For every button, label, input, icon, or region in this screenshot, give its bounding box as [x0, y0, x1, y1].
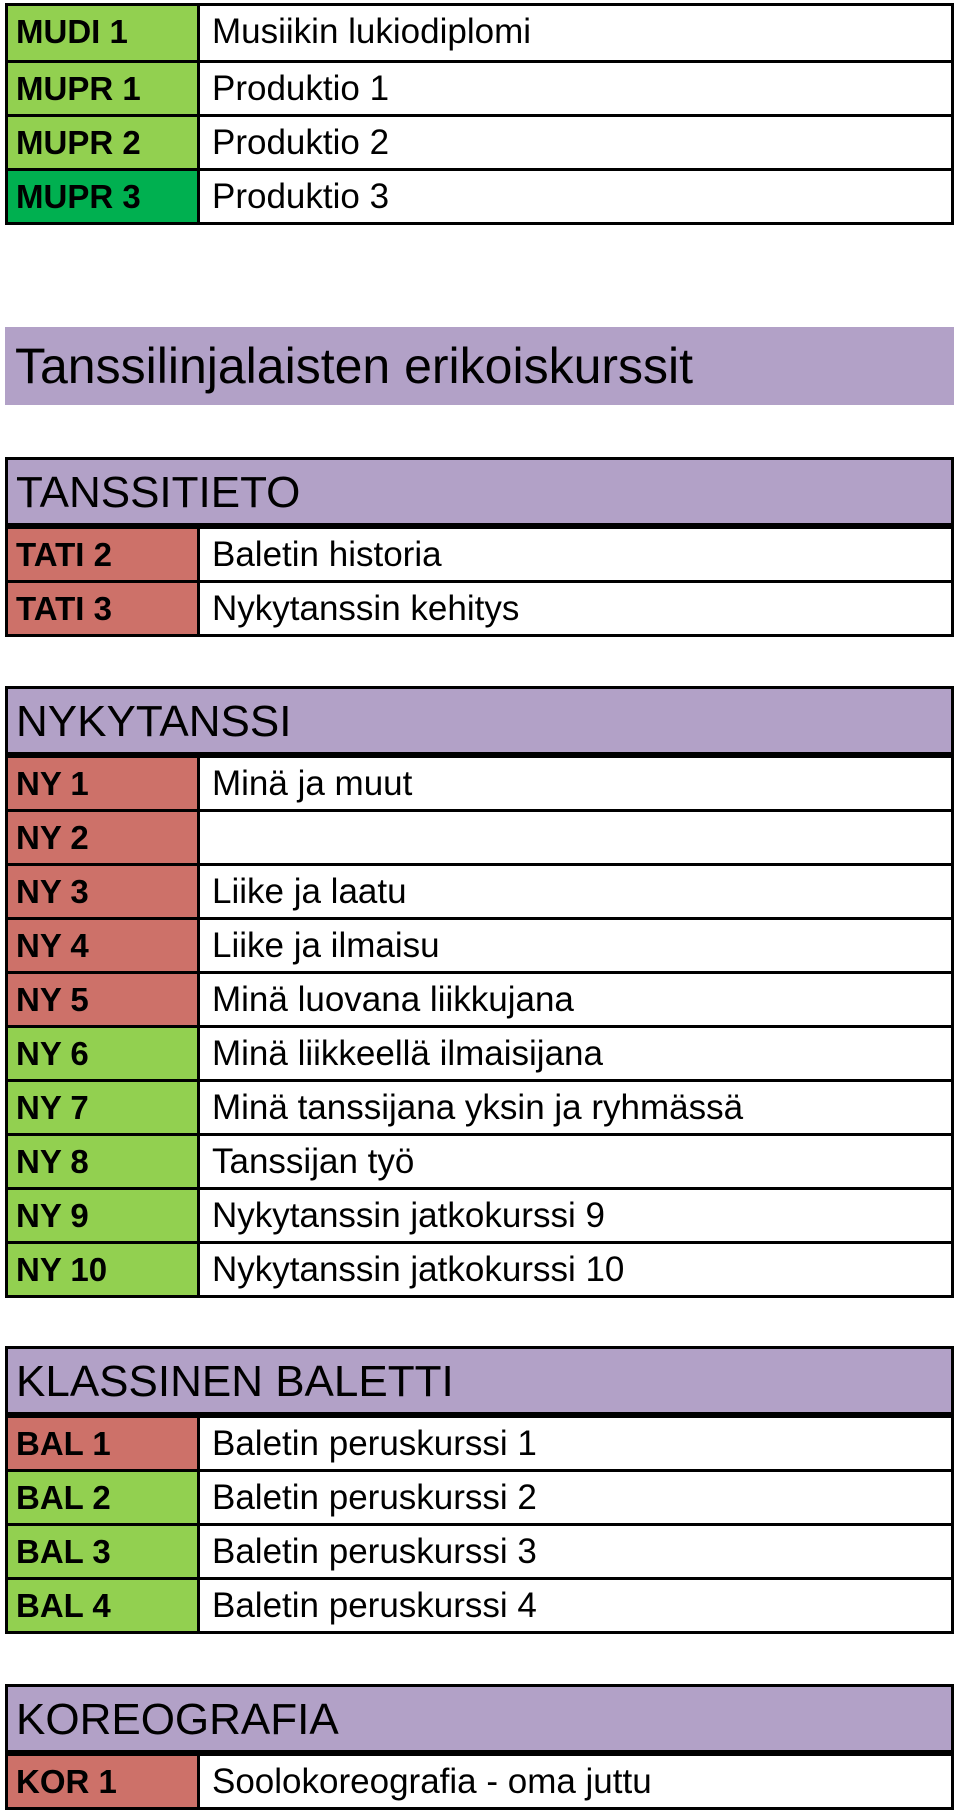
course-code: NY 7 — [8, 1082, 200, 1133]
course-name: Produktio 2 — [200, 117, 951, 168]
table-row — [8, 1469, 951, 1523]
course-name: Produktio 3 — [200, 171, 951, 222]
course-code: BAL 4 — [8, 1580, 200, 1631]
course-name: Baletin peruskurssi 3 — [200, 1526, 951, 1577]
course-code: KOR 1 — [8, 1756, 200, 1807]
course-code: NY 3 — [8, 866, 200, 917]
course-name: Musiikin lukiodiplomi — [200, 6, 951, 60]
course-name: Minä liikkeellä ilmaisijana — [200, 1028, 951, 1079]
course-name: Minä ja muut — [200, 758, 951, 809]
course-code: NY 2 — [8, 812, 200, 863]
course-code: NY 4 — [8, 920, 200, 971]
nykytanssi-table — [5, 686, 954, 1298]
table-row — [8, 526, 951, 580]
course-code: NY 5 — [8, 974, 200, 1025]
table-row — [8, 6, 951, 60]
table-row — [8, 580, 951, 634]
table-row — [8, 1577, 951, 1631]
section-header: TANSSITIETO — [8, 460, 951, 526]
course-name: Minä tanssijana yksin ja ryhmässä — [200, 1082, 951, 1133]
course-code: TATI 2 — [8, 529, 200, 580]
course-name: Baletin historia — [200, 529, 951, 580]
special-courses-banner: Tanssilinjalaisten erikoiskurssit — [5, 327, 954, 405]
course-code: NY 10 — [8, 1244, 200, 1295]
course-code: NY 1 — [8, 758, 200, 809]
course-name: Baletin peruskurssi 4 — [200, 1580, 951, 1631]
course-code: NY 8 — [8, 1136, 200, 1187]
koreografia-table — [5, 1684, 954, 1810]
table-row — [8, 1025, 951, 1079]
course-name: Liike ja ilmaisu — [200, 920, 951, 971]
course-name: Nykytanssin jatkokurssi 9 — [200, 1190, 951, 1241]
course-code: NY 9 — [8, 1190, 200, 1241]
table-row — [8, 1753, 951, 1807]
table-row — [8, 60, 951, 114]
baletti-table — [5, 1346, 954, 1634]
table-row — [8, 863, 951, 917]
table-row — [8, 1523, 951, 1577]
section-header: NYKYTANSSI — [8, 689, 951, 755]
course-name: Soolokoreografia - oma juttu — [200, 1756, 951, 1807]
course-name — [200, 812, 951, 863]
section-header: KOREOGRAFIA — [8, 1687, 951, 1753]
course-name: Nykytanssin kehitys — [200, 583, 951, 634]
table-row — [8, 114, 951, 168]
course-name: Liike ja laatu — [200, 866, 951, 917]
course-code: TATI 3 — [8, 583, 200, 634]
table-row — [8, 168, 951, 222]
course-code: MUDI 1 — [8, 6, 200, 60]
course-name: Baletin peruskurssi 2 — [200, 1472, 951, 1523]
course-code: BAL 3 — [8, 1526, 200, 1577]
course-code: MUPR 3 — [8, 171, 200, 222]
course-name: Nykytanssin jatkokurssi 10 — [200, 1244, 951, 1295]
course-name: Baletin peruskurssi 1 — [200, 1418, 951, 1469]
course-name: Produktio 1 — [200, 63, 951, 114]
table-row — [8, 1079, 951, 1133]
table-row — [8, 809, 951, 863]
course-name: Minä luovana liikkujana — [200, 974, 951, 1025]
course-code: BAL 1 — [8, 1418, 200, 1469]
table-row — [8, 1187, 951, 1241]
course-code: MUPR 2 — [8, 117, 200, 168]
course-name: Tanssijan työ — [200, 1136, 951, 1187]
table-row — [8, 1241, 951, 1295]
section-header: KLASSINEN BALETTI — [8, 1349, 951, 1415]
course-code: BAL 2 — [8, 1472, 200, 1523]
table-row — [8, 1133, 951, 1187]
table-row — [8, 1415, 951, 1469]
table-row — [8, 971, 951, 1025]
music-courses-table — [5, 3, 954, 225]
tanssitieto-table — [5, 457, 954, 637]
course-code: MUPR 1 — [8, 63, 200, 114]
table-row — [8, 755, 951, 809]
table-row — [8, 917, 951, 971]
course-code: NY 6 — [8, 1028, 200, 1079]
